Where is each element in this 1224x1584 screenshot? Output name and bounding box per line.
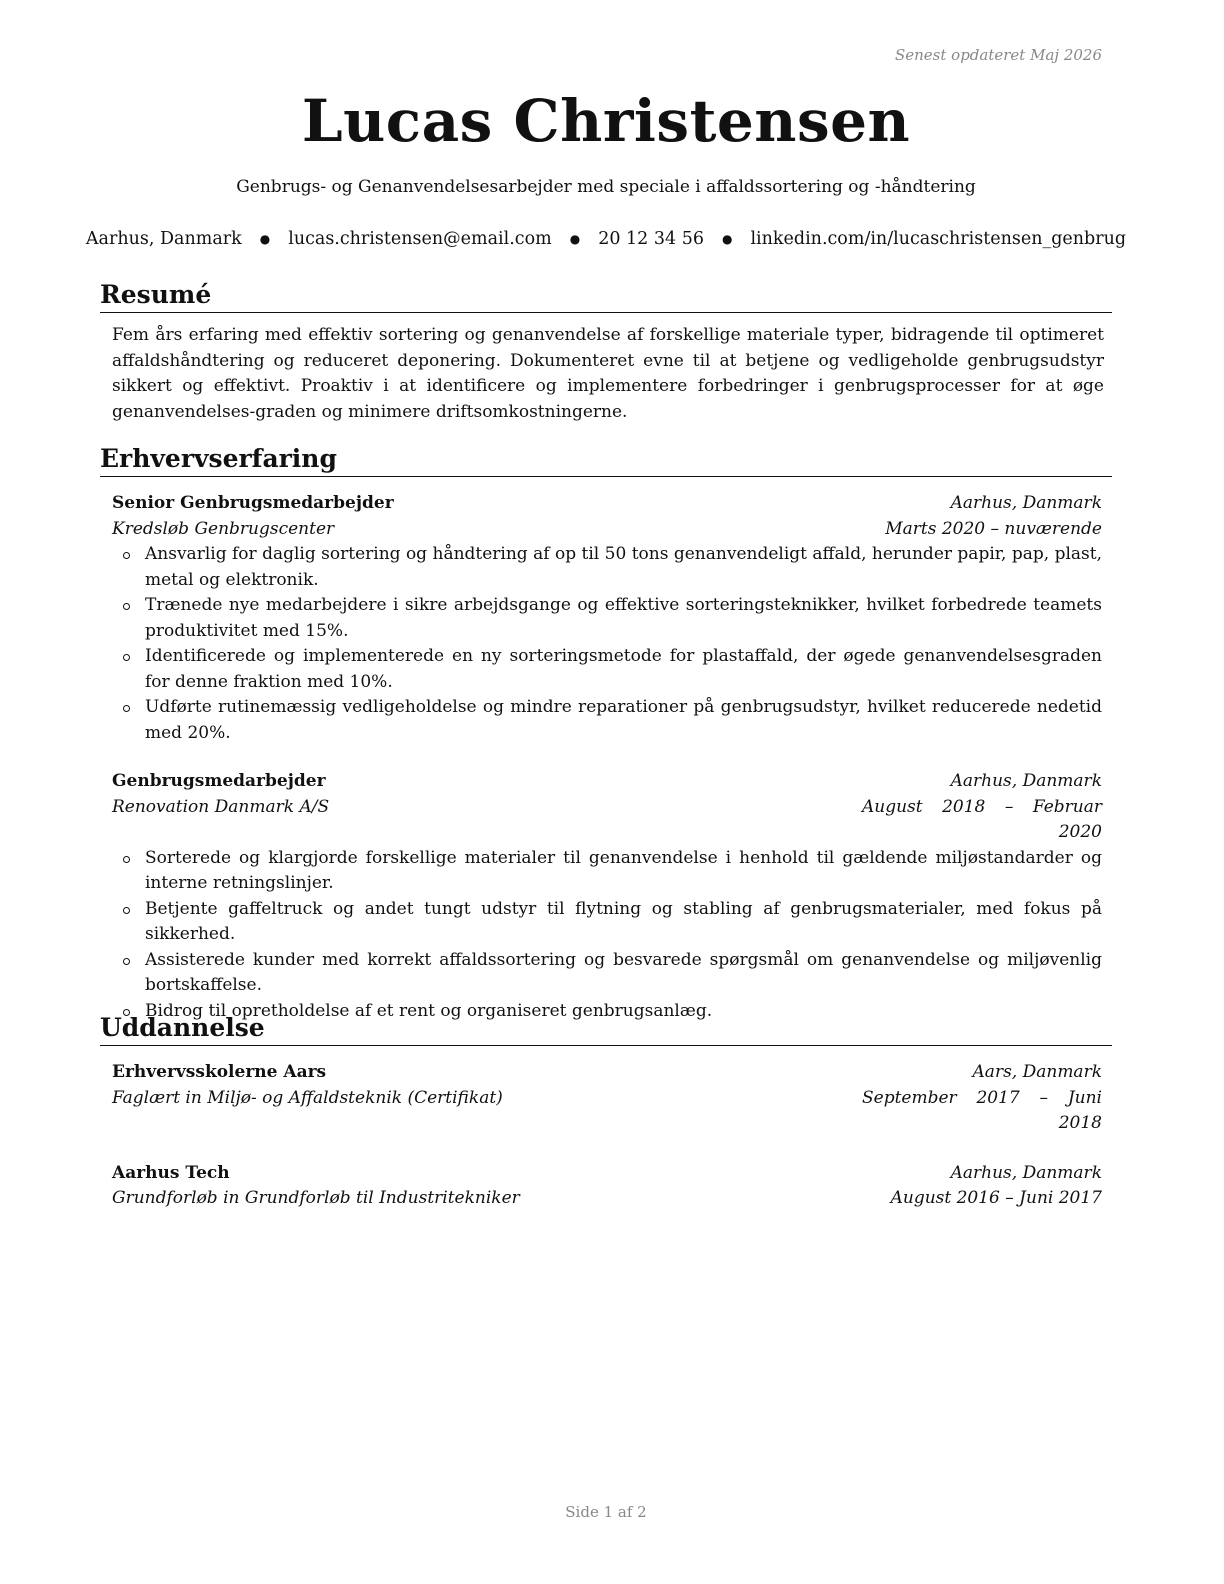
list-item: Trænede nye medarbejdere i sikre arbejdsgange og effektive sorteringsteknikker, hvilket forbedrede teamets produktivitet med 15%.	[145, 593, 1102, 644]
job-dates: August 2018 – Februar 2020	[862, 796, 1102, 842]
job-entry	[112, 769, 1102, 1024]
job-location: Aarhus, Danmark	[950, 493, 1102, 513]
job-location: Aarhus, Danmark	[950, 771, 1102, 791]
list-item: Bidrog til opretholdelse af et rent og organiseret genbrugsanlæg.	[145, 999, 1102, 1025]
job-role: Genbrugsmedarbejder	[112, 771, 326, 791]
list-item: Identificerede og implementerede en ny sorteringsmetode for plastaffald, der øgede genanvendelsesgraden for denne fraktion med 10%.	[145, 644, 1102, 695]
experience-section	[100, 444, 1112, 1024]
job-bullets	[112, 542, 1102, 746]
bullet-separator-icon: ●	[569, 232, 581, 246]
education-dates: September 2017 – Juni 2018	[862, 1087, 1102, 1133]
candidate-name: Lucas Christensen	[301, 87, 911, 155]
page-number: Side 1 af 2	[565, 1503, 647, 1521]
degree: Faglært in Miljø- og Affaldsteknik (Certifikat)	[112, 1087, 503, 1108]
last-updated: Senest opdateret Maj 2026	[894, 46, 1102, 64]
degree: Grundforløb in Grundforløb til Industritekniker	[112, 1188, 520, 1208]
contact-location: Aarhus, Danmark	[85, 229, 242, 249]
list-item: Ansvarlig for daglig sortering og håndtering af op til 50 tons genanvendeligt affald, herunder papir, pap, plast, metal og elektronik.	[145, 542, 1102, 593]
education-entry	[112, 1161, 1102, 1212]
job-role: Senior Genbrugsmedarbejder	[112, 493, 394, 513]
education-section	[100, 1013, 1112, 1212]
school-name: Erhvervsskolerne Aars	[112, 1062, 327, 1082]
section-title-education: Uddannelse	[100, 1013, 1112, 1046]
education-entry	[112, 1060, 1102, 1137]
job-company: Kredsløb Genbrugscenter	[112, 518, 335, 539]
job-entry	[112, 491, 1102, 746]
education-dates: August 2016 – Juni 2017	[890, 1188, 1102, 1208]
school-location: Aars, Danmark	[972, 1062, 1102, 1082]
tagline: Genbrugs- og Genanvendelsesarbejder med speciale i affaldssortering og -håndtering	[236, 177, 976, 197]
section-title-summary: Resumé	[100, 280, 1112, 313]
job-bullets	[112, 846, 1102, 1025]
contact-linkedin[interactable]: linkedin.com/in/lucaschristensen_genbrug	[750, 229, 1127, 249]
school-name: Aarhus Tech	[112, 1162, 230, 1183]
bullet-separator-icon: ●	[259, 232, 271, 246]
contact-email[interactable]: lucas.christensen@email.com	[288, 229, 552, 249]
job-company: Renovation Danmark A/S	[112, 796, 330, 817]
summary-text: Fem års erfaring med effektiv sortering og genanvendelse af forskellige materiale typer, bidragende til optimeret affaldshåndtering og reduceret deponering. Dokumenteret evne til at betjene og vedligeholde genbrugsudstyr sikkert og effektivt. Proaktiv i at identificere og implementere forbedringer i genbrugsprocesser for at øge genanvendelses-graden og minimere driftsomkostningerne.	[112, 325, 1104, 422]
summary-section	[100, 280, 1112, 425]
list-item: Assisterede kunder med korrekt affaldssortering og besvarede spørgsmål om genanvendelse og miljøvenlig bortskaffelse.	[145, 948, 1102, 999]
list-item: Udførte rutinemæssig vedligeholdelse og mindre reparationer på genbrugsudstyr, hvilket reducerede nedetid med 20%.	[145, 695, 1102, 746]
contact-line	[85, 228, 1127, 250]
list-item: Betjente gaffeltruck og andet tungt udstyr til flytning og stabling af genbrugsmaterialer, med fokus på sikkerhed.	[145, 897, 1102, 948]
school-location: Aarhus, Danmark	[950, 1162, 1102, 1183]
contact-phone: 20 12 34 56	[598, 229, 704, 249]
resume-page	[85, 0, 1127, 1584]
job-dates: Marts 2020 – nuværende	[885, 518, 1102, 539]
bullet-separator-icon: ●	[721, 232, 733, 246]
section-title-experience: Erhvervserfaring	[100, 444, 1112, 477]
list-item: Sorterede og klargjorde forskellige materialer til genanvendelse i henhold til gældende miljøstandarder og interne retningslinjer.	[145, 846, 1102, 897]
